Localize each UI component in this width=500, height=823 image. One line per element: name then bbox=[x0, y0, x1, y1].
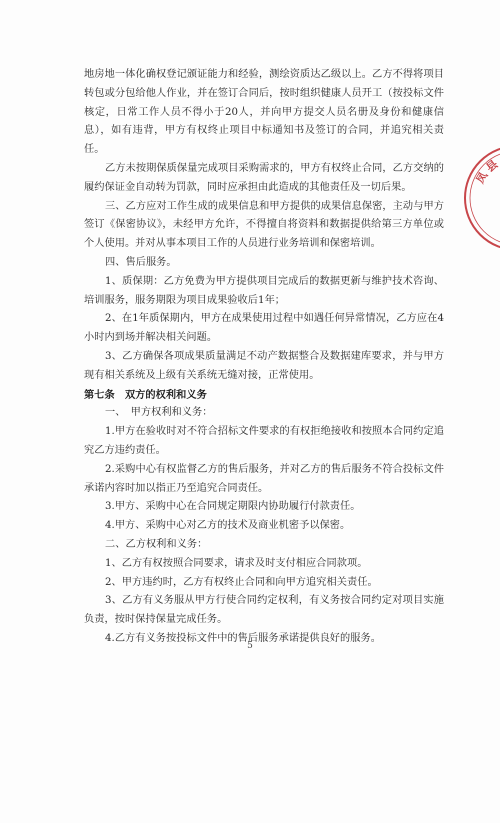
paragraph: 二、乙方权利和义务： bbox=[105, 538, 208, 550]
paragraph: 3.甲方、采购中心在合同规定期限内协助履行付款责任。 bbox=[105, 501, 361, 513]
document-body bbox=[84, 66, 444, 649]
paragraph: 3、乙方有义务服从甲方行使合同约定权利，有义务按合同约定对项目实施负责，按时保持保量完成任务。 bbox=[84, 595, 444, 626]
paragraph: 2、在1年质保期内，甲方在成果使用过程中如遇任何异常情况，乙方应在4小时内到场并解决相关问题。 bbox=[84, 313, 444, 344]
official-seal bbox=[455, 120, 500, 270]
paragraph: 地房地一体化确权登记颁证能力和经验，测绘资质达乙级以上。乙方不得将项目转包或分包给他人作业，并在签订合同后，按时组织健康人员开工（按投标文件核定，日常工作人员不得小于20人，并向甲方提交人员名册及身份和健康信息），如有违背，甲方有权终止项目中标通知书及签订的合同，并追究相关责任。 bbox=[84, 69, 444, 156]
seal-character: 县 bbox=[483, 157, 500, 175]
page-number: 5 bbox=[247, 641, 253, 651]
paragraph: 2、甲方违约时，乙方有权终止合同和向甲方追究相关责任。 bbox=[105, 576, 378, 588]
seal-character: 凤 bbox=[473, 169, 491, 186]
paragraph: 三、乙方应对工作生成的成果信息和甲方提供的成果信息保密，主动与甲方签订《保密协议》，未经甲方允许，不得擅自将资料和数据提供给第三方单位或个人使用。并对从事本项目工作的人员进行业务培训和保密培训。 bbox=[84, 200, 444, 250]
paragraph: 乙方未按期保质保量完成项目采购需求的，甲方有权终止合同，乙方交纳的履约保证金自动转为罚款，同时应承担由此造成的其他责任及一切后果。 bbox=[84, 162, 444, 193]
paragraph: 4.乙方有义务按投标文件中的售后服务承诺提供良好的服务。 bbox=[105, 632, 381, 644]
section-heading: 第七条 双方的权利和义务 bbox=[84, 388, 207, 401]
paragraph: 1、质保期：乙方免费为甲方提供项目完成后的数据更新与维护技术咨询、培训服务，服务期限为项目成果验收后1年； bbox=[84, 275, 444, 306]
paragraph: 1、乙方有权按照合同要求，请求及时支付相应合同款项。 bbox=[105, 557, 368, 569]
paragraph: 1.甲方在验收时对不符合招标文件要求的有权拒绝接收和按照本合同约定追究乙方违约责任。 bbox=[84, 426, 444, 456]
paragraph: 2.采购中心有权监督乙方的售后服务，并对乙方的售后服务不符合投标文件承诺内容时加以指正乃至追究合同责任。 bbox=[84, 463, 444, 494]
paragraph: 四、售后服务。 bbox=[105, 256, 177, 268]
paragraph: 一、 甲方权利和义务： bbox=[105, 407, 213, 419]
paragraph: 4.甲方、采购中心对乙方的技术及商业机密予以保密。 bbox=[105, 520, 351, 532]
paragraph: 3、乙方确保各项成果质量满足不动产数据整合及数据建库要求，并与甲方现有相关系统及上级有关系统无缝对接，正常使用。 bbox=[84, 350, 444, 381]
